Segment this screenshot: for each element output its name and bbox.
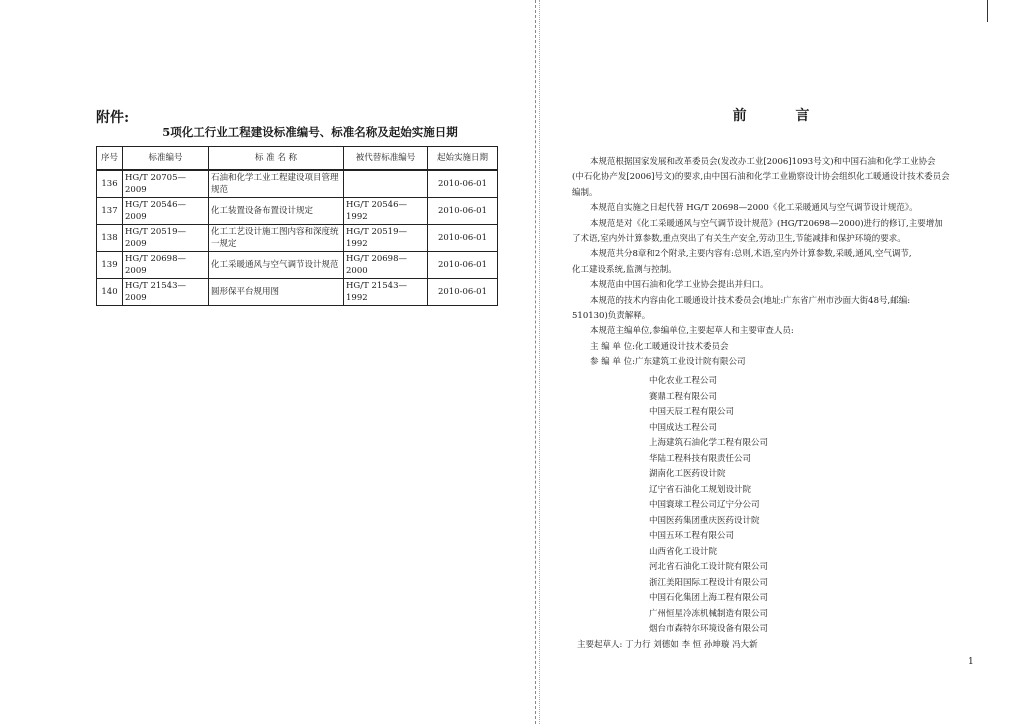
- table-row: [97, 279, 498, 306]
- cell-index: 137: [97, 198, 123, 225]
- cell-index: 138: [97, 225, 123, 252]
- participant-unit: 中国五环工程有限公司: [649, 531, 735, 541]
- standards-table: [96, 146, 498, 306]
- preface-line: 编制。: [572, 187, 598, 198]
- participant-unit: 广东建筑工业设计院有限公司: [634, 357, 746, 368]
- cell-code: HG/T 20698—2009: [123, 252, 209, 279]
- cell-date: 2010-06-01: [428, 252, 498, 279]
- page-number: 1: [968, 657, 974, 667]
- cell-date: 2010-06-01: [428, 170, 498, 198]
- preface-body: [572, 155, 972, 371]
- cell-date: 2010-06-01: [428, 279, 498, 306]
- chief-unit-label: 主 编 单 位:: [590, 341, 635, 352]
- drafters-label: 主要起草人:: [577, 640, 623, 650]
- table-row: [97, 252, 498, 279]
- table-header-row: [97, 147, 498, 171]
- preface-line: 本规范主编单位,参编单位,主要起草人和主要审查人员:: [590, 326, 794, 337]
- header-index: 序号: [97, 147, 123, 171]
- drafters-line: [577, 638, 758, 650]
- cell-name: 圆形保平台规用图: [209, 279, 344, 306]
- participant-unit: 广州恒星冷冻机械制造有限公司: [649, 608, 769, 619]
- participant-unit: 山西省化工设计院: [649, 546, 718, 557]
- preface-line: 510130)负责解释。: [572, 311, 651, 322]
- header-replaced: 被代替标准编号: [344, 147, 428, 171]
- preface-line: (中石化协产发[2006]号文)的要求,由中国石油和化学工业勘察设计协会组织化工暖通设计技术委员会: [572, 172, 950, 183]
- participant-unit: 湖南化工医药设计院: [649, 469, 726, 479]
- preface-line: 本规范的技术内容由化工暖通设计技术委员会(地址:广东省广州市沙面大街48号,邮编:: [590, 295, 911, 306]
- header-name: 标 准 名 称: [209, 147, 344, 171]
- participant-list: [649, 374, 768, 638]
- preface-line: 本规范根据国家发展和改革委员会(发改办工业[2006]1093号文)和中国石油和化学工业协会: [590, 157, 936, 167]
- chief-unit-line: [572, 340, 972, 355]
- participant-unit: 浙江美阳国际工程设计有限公司: [649, 577, 769, 588]
- participant-unit: 中国成达工程公司: [649, 422, 718, 433]
- header-code: 标准编号: [123, 147, 209, 171]
- participant-unit: 中化农业工程公司: [649, 376, 718, 386]
- cell-index: 139: [97, 252, 123, 279]
- cell-date: 2010-06-01: [428, 198, 498, 225]
- participant-unit: 中国石化集团上海工程有限公司: [649, 593, 769, 603]
- cell-replaced: [344, 170, 428, 198]
- table-row: [97, 198, 498, 225]
- preface-line: 本规范是对《化工采暖通风与空气调节设计规范》(HG/T20698—2000)进行的修订,主要增加: [590, 218, 943, 229]
- participant-label: 参 编 单 位:: [590, 357, 635, 368]
- chief-unit: 化工暖通设计技术委员会: [634, 341, 729, 352]
- participant-unit: 烟台市森特尔环境设备有限公司: [649, 624, 769, 634]
- cell-date: 2010-06-01: [428, 225, 498, 252]
- cell-name: 化工装置设备布置设计规定: [209, 198, 344, 225]
- drafters-names: 丁力行 刘德如 李 恒 孙坤璇 冯大新: [625, 640, 758, 650]
- participant-unit: 上海建筑石油化学工程有限公司: [649, 438, 769, 448]
- preface-title: 前 言: [732, 108, 832, 124]
- cell-code: HG/T 20546—2009: [123, 198, 209, 225]
- preface-line: 本规范共分8章和2个附录,主要内容有:总则,术语,室内外计算参数,采暖,通风,空气调节,: [590, 249, 912, 260]
- table-row: [97, 225, 498, 252]
- table-title: 5项化工行业工程建设标准编号、标准名称及起始实施日期: [162, 125, 458, 139]
- table-row: [97, 170, 498, 198]
- participant-unit: 辽宁省石油化工规划设计院: [649, 484, 752, 495]
- cell-replaced: HG/T 20546—1992: [344, 198, 428, 225]
- preface-line: 化工建设系统,监测与控制。: [572, 264, 677, 275]
- preface-line: 了术语,室内外计算参数,重点突出了有关生产安全,劳动卫生,节能减排和保护环境的要求。: [572, 234, 906, 245]
- participant-unit: 中国寰球工程公司辽宁分公司: [649, 500, 760, 510]
- participant-unit: 赛鼎工程有限公司: [649, 391, 718, 402]
- participant-unit: 华陆工程科技有限责任公司: [649, 453, 752, 464]
- cell-code: HG/T 20705—2009: [123, 170, 209, 198]
- cell-replaced: HG/T 21543—1992: [344, 279, 428, 306]
- preface-line: 本规范由中国石油和化学工业协会提出并归口。: [590, 280, 769, 291]
- participant-unit: 中国医药集团重庆医药设计院: [649, 515, 760, 526]
- cell-replaced: HG/T 20698—2000: [344, 252, 428, 279]
- cell-index: 140: [97, 279, 123, 306]
- cell-replaced: HG/T 20519—1992: [344, 225, 428, 252]
- participant-unit: 中国天辰工程有限公司: [649, 407, 735, 417]
- cell-name: 化工采暖通风与空气调节设计规范: [209, 252, 344, 279]
- header-date: 起始实施日期: [428, 147, 498, 171]
- participant-line: [572, 355, 972, 370]
- cell-code: HG/T 21543—2009: [123, 279, 209, 306]
- cell-index: 136: [97, 170, 123, 198]
- preface-line: 本规范自实施之日起代替 HG/T 20698—2000《化工采暖通风与空气调节设计规范》。: [590, 203, 918, 214]
- cell-name: 石油和化学工业工程建设项目管理规范: [209, 170, 344, 198]
- attachment-label: 附件:: [96, 110, 130, 126]
- participant-unit: 河北省石油化工设计院有限公司: [649, 562, 769, 572]
- cell-code: HG/T 20519—2009: [123, 225, 209, 252]
- cell-name: 化工工艺设计施工图内容和深度统一规定: [209, 225, 344, 252]
